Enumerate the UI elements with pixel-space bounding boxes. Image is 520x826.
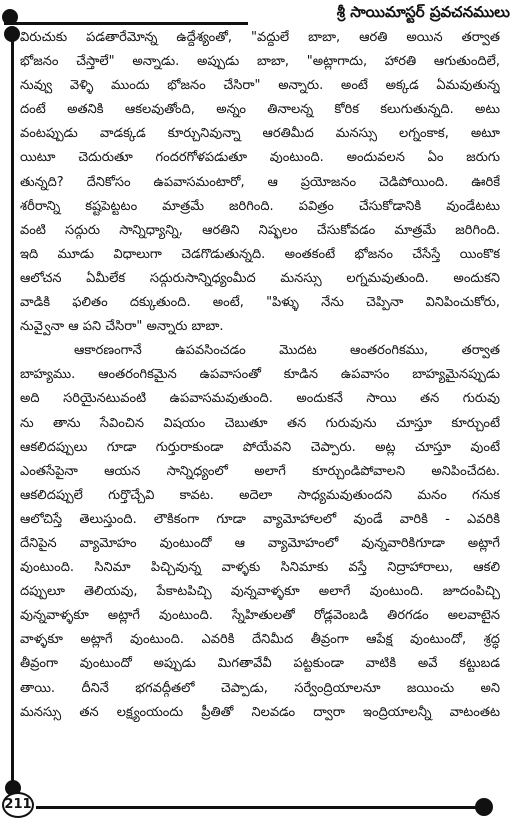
text-line: భోజనం చేస్తాలే" అన్నాడు. అప్పుడు బాబా, "అట్లాగాదు, హారతి ఆగుతుందిలే,	[20, 54, 500, 70]
left-margin-rule	[11, 40, 14, 785]
text-line: విరుచుకు పడతారేమోన్న ఉద్దేశ్యంతో, "వద్దులే బాబా, ఆరతి అయిన తర్వాత	[20, 30, 500, 45]
text-line: యిటూ చెదురుతూ గందరగోళపడుతూ వుంటుంది. అందువలన ఏం జరుగు	[20, 150, 500, 166]
text-line: ఇది మూడు విధాలుగా చెడగొడుతున్నది. అంతకంటే భోజనం చేసేస్తే యింకొక	[20, 246, 500, 262]
text-line: వాడికి ఫలితం దక్కుతుంది. అంటే, "పిళ్ళు నేను చెప్పినా వినిపించుకోరు,	[20, 295, 500, 311]
text-line: నువ్వైనా ఆ పని చేసిరా" అన్నారు బాబా.	[20, 319, 224, 335]
text-line: వున్నవాళ్ళకూ అట్లాగే వుంటుంది. స్నేహితులతో రోడ్లవెంబడి తిరగడం అలవాటైన	[20, 608, 500, 624]
text-line: దేనిపైన వ్యామోహం వుంటుందో ఆ వ్యామోహంలో వున్నవారికిగూడా అట్లాగే	[20, 535, 500, 551]
text-line: తాయి. దీనినే భగవద్గీతలో చెప్పాడు, సర్వేంద్రియాలనూ జయించు అని	[20, 680, 500, 696]
text-line: దప్పులూ తెలియవు, పేకాటపిచ్చి వున్నవాళ్ళకూ అలాగే వుంటుంది. జూదంపిచ్చి	[20, 584, 500, 600]
text-line: ఆకలిదప్పులే గుర్తొచ్చేవి కావట. అదెలా సాధ్యమవుతుందని మనం గనుక	[20, 487, 500, 503]
text-line: వంటప్పుడు వాడక్కడ కూర్చునివున్నా ఆరతిమీద మనస్సు లగ్నంకాక, అటూ	[20, 126, 500, 142]
text-line: వుంటుంది. సినిమా పిచ్చివున్న వాళ్ళకు సినిమాకు వస్తే నిద్రాహారాలు, ఆకలి	[20, 560, 500, 576]
text-line: తీవ్రంగా వుంటుందో అప్పుడు మిగతావేవీ పట్టకుండా వాటికి అవే కట్టుబడ	[20, 656, 500, 672]
text-line: ఆలోచిస్తే తెలుస్తుంది. లౌకికంగా గూడా వ్యామోహాలలో వుండే వారికి - ఎవరికి	[20, 511, 500, 527]
page-number: 211	[2, 792, 34, 818]
text-line: దంటే అతనికి ఆకలవుతోంది, అన్నం తినాలన్న కోరిక కలుగుతున్నది. అటు	[20, 102, 500, 118]
text-line: ఆకారణంగానే ఉపవసించడం మొదట ఆంతరంగికము, తర్వాత	[74, 343, 500, 359]
text-line: వాళ్ళకూ అట్లాగే వుంటుంది. ఎవరికి దేనిమీద తీవ్రంగా ఆపేక్ష వుంటుందో, శ్రద్ధ	[20, 632, 500, 648]
text-line: ఆలోచన ఏమీలేక సద్గురుసాన్నిధ్యంమీద మనస్సు లగ్నమవుతుంది. అందుకని	[20, 270, 500, 286]
text-line: ను తాను సేవించిన విషయం చెబుతూ తన గురువును చూస్తూ కూర్చుంటే	[20, 415, 500, 431]
header-ornament-dot	[2, 9, 18, 25]
text-line: ఎంతసేపైనా ఆయన సాన్నిధ్యంలో అలాగే కూర్చుండిపోవాలని అనిపించేదట.	[20, 463, 500, 479]
page-header-title: శ్రీ సాయిమాస్టర్ ప్రవచనములు	[336, 3, 510, 21]
footer-ornament-dot	[475, 798, 493, 816]
text-line: వంటి సద్గురు సాన్నిధ్యాన్ని, ఆరతిని నిష్ఫలం చేసుకోవడం మాత్రమే జరిగింది.	[20, 222, 500, 238]
text-line: ఆకలిదప్పులు గూడా గుర్తురాకుండా పోయేవని చెప్పారు. అట్ల చూస్తూ వుంటే	[20, 439, 500, 455]
text-line: నువ్వు వెళ్ళి ముందు భోజనం చేసిరా" అన్నారు. అంటే అక్కడ ఏమవుతున్న	[20, 78, 500, 94]
body-text	[20, 26, 500, 725]
text-line: బాహ్యము. ఆంతరంగికమైన ఉపవాసంతో కూడిన ఉపవాసం బాహ్యమైనప్పుడు	[20, 367, 500, 383]
text-line: శరీరాన్ని కష్టపెట్టటం మాత్రమే జరిగింది. పవిత్రం చేసుకోడానికి వుండేటటు	[20, 198, 500, 214]
text-line: మనస్సు తన లక్ష్యంయందు ప్రీతితో నిలవడం ద్వారా ఇంద్రియాలన్నీ వాటంతట	[20, 704, 500, 720]
paragraph-2	[20, 339, 500, 725]
header-rule	[4, 22, 248, 25]
text-line: అది సరియైనటువంటి ఉపవాసమవుతుంది. అందుకనే సాయి తన గురువు	[20, 391, 500, 407]
paragraph-1	[20, 26, 500, 339]
text-line: తున్నది? దేనికోసం ఉపవాసమంటారో, ఆ ప్రయోజనం చెడిపోయింది. ఊరికే	[20, 174, 500, 190]
footer-rule	[36, 806, 476, 809]
